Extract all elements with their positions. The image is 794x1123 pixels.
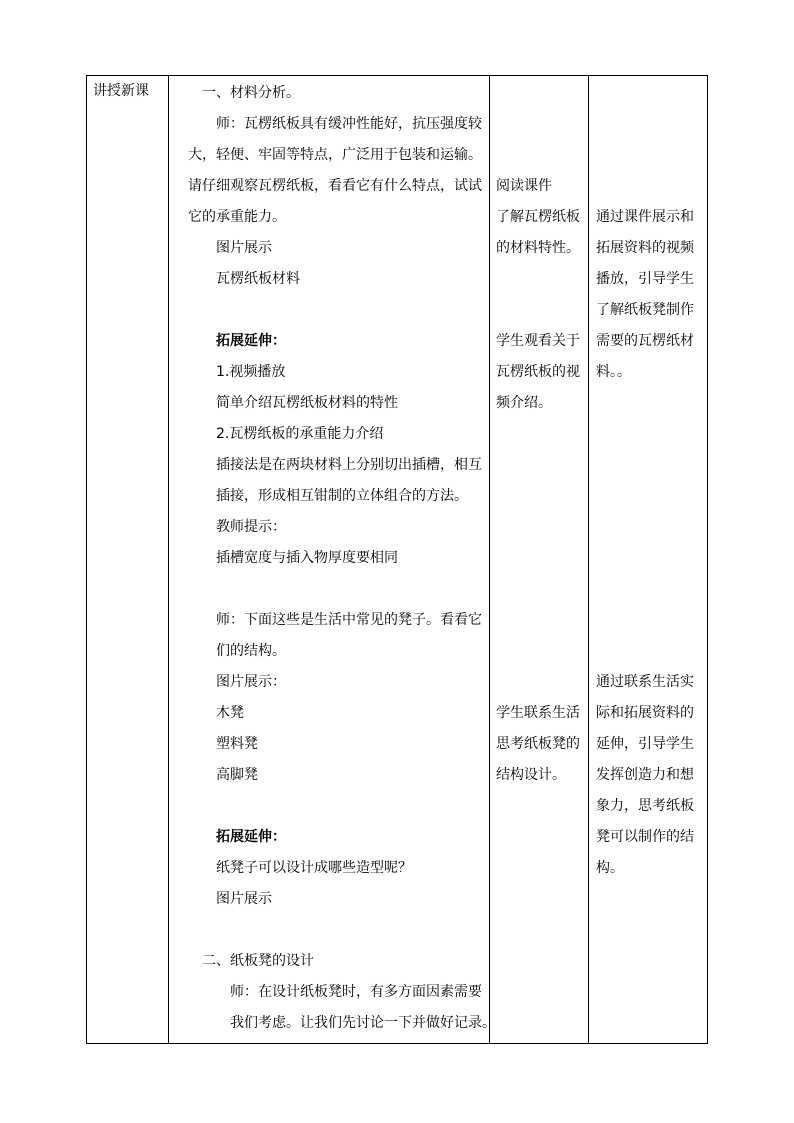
intent-line: 了解纸板凳制作	[596, 302, 694, 318]
student-line: 瓦楞纸板的视	[496, 364, 580, 380]
intent-line: 通过课件展示和	[596, 209, 694, 225]
content-line: 图片展示：	[216, 674, 286, 690]
content-line: 们的结构。	[216, 643, 286, 659]
content-line: 大，轻便、牢固等特点，广泛用于包装和运输。	[188, 147, 482, 163]
content-line: 图片展示	[216, 891, 272, 907]
content-line: 1.视频播放	[216, 364, 286, 380]
content-line: 纸凳子可以设计成哪些造型呢？	[216, 860, 412, 876]
student-line: 学生观看关于	[496, 333, 580, 349]
content-line: 木凳	[216, 705, 244, 721]
content-line: 师：瓦楞纸板具有缓冲性能好，抗压强度较	[216, 116, 482, 132]
student-line: 学生联系生活	[496, 705, 580, 721]
intent-line: 延伸，引导学生	[596, 736, 694, 752]
content-line: 瓦楞纸板材料	[216, 271, 300, 287]
section-label: 讲授新课	[93, 83, 149, 99]
student-line: 结构设计。	[496, 767, 566, 783]
content-line: 我们考虑。让我们先讨论一下并做好记录。	[230, 1015, 496, 1031]
intent-line: 需要的瓦楞纸材	[596, 333, 694, 349]
content-line: 二、纸板凳的设计	[202, 953, 314, 969]
content-line: 一、材料分析。	[202, 85, 300, 101]
intent-line: 凳可以制作的结	[596, 829, 694, 845]
student-line: 了解瓦楞纸板	[496, 209, 580, 225]
intent-line: 通过联系生活实	[596, 674, 694, 690]
content-line: 师：在设计纸板凳时，有多方面因素需要	[230, 984, 482, 1000]
content-line: 拓展延伸：	[216, 829, 286, 845]
intent-line: 料。。	[596, 364, 631, 380]
content-line: 它的承重能力。	[188, 209, 286, 225]
column-divider	[168, 75, 169, 1044]
student-line: 思考纸板凳的	[496, 736, 580, 752]
content-line: 高脚凳	[216, 767, 258, 783]
content-line: 2.瓦楞纸板的承重能力介绍	[216, 426, 384, 442]
intent-line: 播放，引导学生	[596, 271, 694, 287]
content-line: 请仔细观察瓦楞纸板，看看它有什么特点，试试	[188, 178, 482, 194]
content-line: 插接法是在两块材料上分别切出插槽，相互	[216, 457, 482, 473]
column-divider	[489, 75, 490, 1044]
intent-line: 际和拓展资料的	[596, 705, 694, 721]
content-line: 师：下面这些是生活中常见的凳子。看看它	[216, 612, 482, 628]
content-line: 简单介绍瓦楞纸板材料的特性	[216, 395, 398, 411]
intent-line: 象力，思考纸板	[596, 798, 694, 814]
intent-line: 发挥创造力和想	[596, 767, 694, 783]
student-line: 的材料特性。	[496, 240, 580, 256]
column-divider	[588, 75, 589, 1044]
content-line: 插接，形成相互钳制的立体组合的方法。	[216, 488, 468, 504]
student-line: 频介绍。	[496, 395, 552, 411]
content-line: 插槽宽度与插入物厚度要相同	[216, 550, 398, 566]
intent-line: 构。	[596, 860, 624, 876]
content-line: 塑料凳	[216, 736, 258, 752]
student-line: 阅读课件	[496, 178, 552, 194]
content-line: 图片展示	[216, 240, 272, 256]
content-line: 教师提示：	[216, 519, 286, 535]
content-line: 拓展延伸：	[216, 333, 286, 349]
intent-line: 拓展资料的视频	[596, 240, 694, 256]
